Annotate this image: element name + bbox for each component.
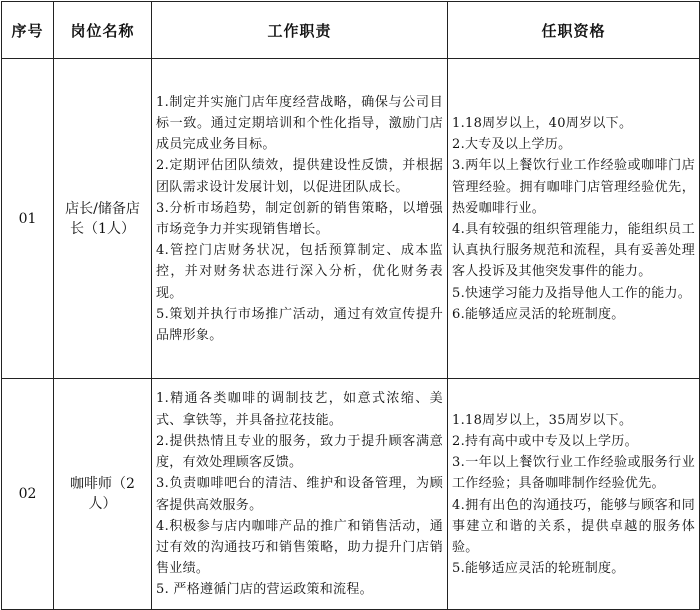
- table-row: [2, 59, 700, 379]
- duty-item: 1.制定并实施门店年度经营战略，确保与公司目标一致。通过定期培训和个性化指导，激励门店成员完成业务目标。: [156, 94, 443, 153]
- qualification-item: 3.两年以上餐饮行业工作经验或咖啡门店管理经验。拥有咖啡门店管理经验优先，热爱咖啡行业。: [452, 158, 695, 216]
- row-duties: [152, 59, 448, 379]
- duty-item: 3.负责咖啡吧台的清洁、维护和设备管理，为顾客提供高效服务。: [156, 476, 443, 513]
- duty-item: 2.提供热情且专业的服务，致力于提升顾客满意度，有效处理顾客反馈。: [156, 433, 443, 471]
- duty-item: 1.精通各类咖啡的调制技艺，如意式浓缩、美式、拿铁等，并具备拉花技能。: [156, 391, 443, 428]
- duty-item: 4.管控门店财务状况，包括预算制定、成本监控，并对财务状态进行深入分析，优化财务表现。: [156, 243, 443, 301]
- qualification-item: 4.具有较强的组织管理能力，能组织员工认真执行服务规范和流程，具有妥善处理客人投诉及其他突发事件的能力。: [452, 222, 695, 280]
- qualification-item: 5.快速学习能力及指导他人工作的能力。: [452, 285, 692, 301]
- table-row: [2, 379, 700, 610]
- duty-item: 4.积极参与店内咖啡产品的推广和销售活动，通过有效的沟通技巧和销售策略，助力提升门店销售业绩。: [156, 518, 443, 577]
- duty-item: 5.策划并执行市场推广活动，通过有效宣传提升品牌形象。: [156, 306, 443, 344]
- header-index: 序号: [2, 2, 54, 59]
- header-position: 岗位名称: [54, 2, 152, 59]
- row-position: 店长/储备店长（1人）: [54, 59, 152, 379]
- duty-item: 2.定期评估团队绩效，提供建设性反馈，并根据团队需求设计发展计划，以促进团队成长。: [156, 158, 443, 195]
- row-duties: [152, 379, 448, 610]
- qualification-item: 4.拥有出色的沟通技巧，能够与顾客和同事建立和谐的关系，提供卓越的服务体验。: [452, 497, 695, 555]
- qualification-item: 5.能够适应灵活的轮班制度。: [452, 561, 625, 577]
- duty-item: 3.分析市场趋势，制定创新的销售策略，以增强市场竞争力并实现销售增长。: [156, 200, 443, 237]
- qualification-item: 1.18周岁以上，40周岁以下。: [452, 115, 633, 131]
- qualification-item: 2.大专及以上学历。: [452, 137, 572, 153]
- header-row: [2, 2, 700, 59]
- row-index: 02: [2, 379, 54, 610]
- qualification-item: 3.一年以上餐饮行业工作经验或服务行业工作经验；具备咖啡制作经验优先。: [452, 455, 695, 492]
- row-position: 咖啡师（2人）: [54, 379, 152, 610]
- row-index: 01: [2, 59, 54, 379]
- duty-item: 5. 严格遵循门店的营运政策和流程。: [156, 582, 373, 598]
- qualification-item: 6.能够适应灵活的轮班制度。: [452, 306, 625, 322]
- row-qualifications: [448, 59, 700, 379]
- qualification-item: 2.持有高中或中专及以上学历。: [452, 433, 638, 449]
- header-qualifications: 任职资格: [448, 2, 700, 59]
- job-table: [1, 1, 700, 610]
- row-qualifications: [448, 379, 700, 610]
- header-duties: 工作职责: [152, 2, 448, 59]
- qualification-item: 1.18周岁以上，35周岁以下。: [452, 412, 633, 428]
